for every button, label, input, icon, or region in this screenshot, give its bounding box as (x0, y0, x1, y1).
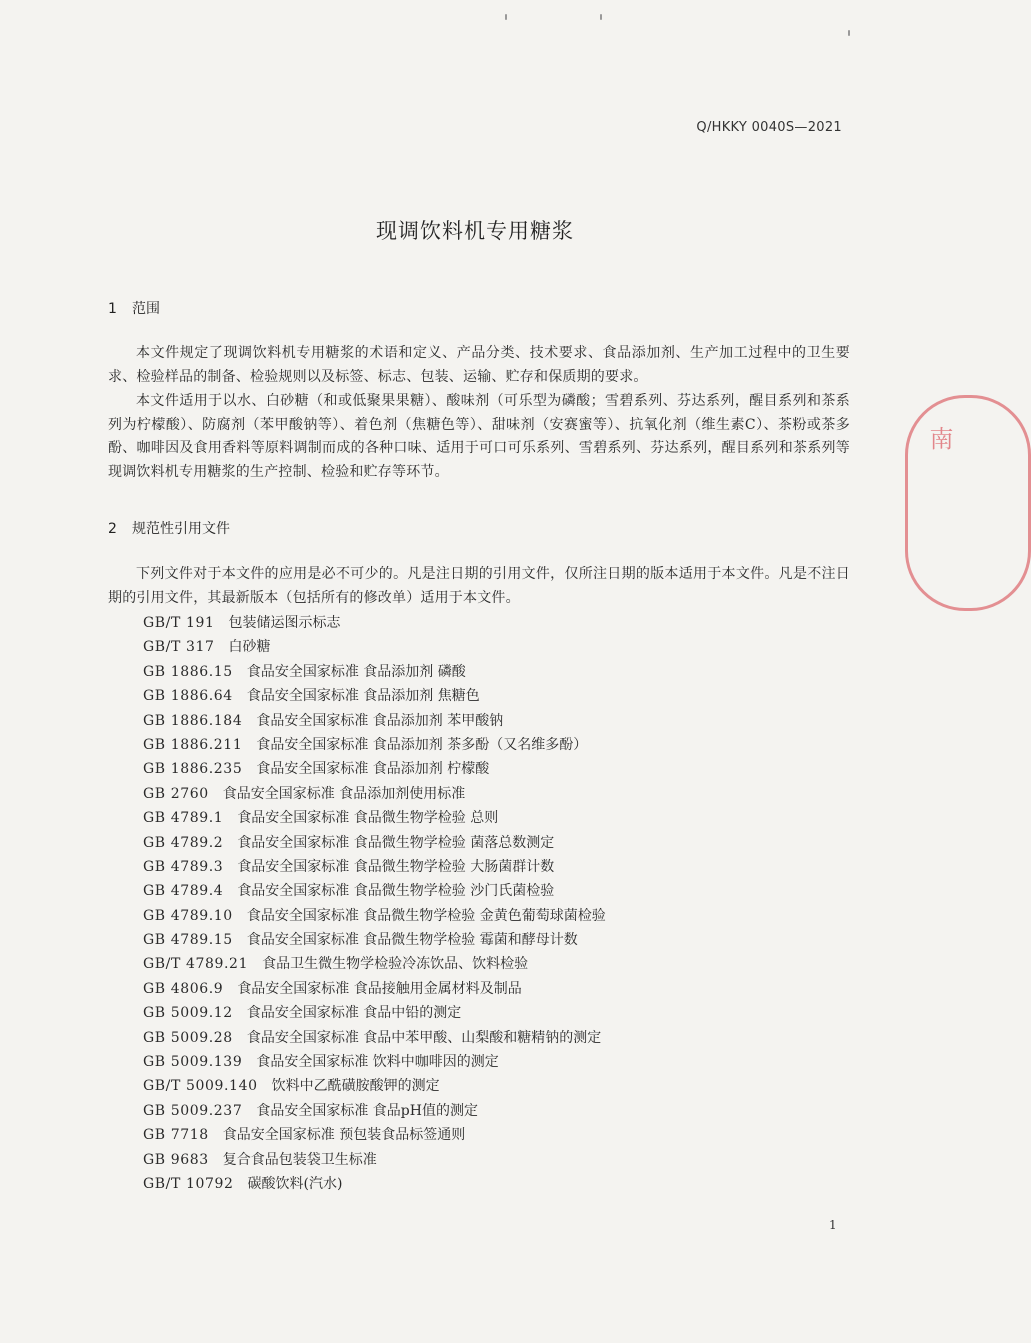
reference-title: 食品安全国家标准 食品微生物学检验 沙门氏菌检验 (237, 883, 555, 900)
reference-title: 食品安全国家标准 食品添加剂 磷酸 (246, 663, 466, 680)
reference-code: GB 5009.237 (143, 1102, 243, 1119)
reference-title: 食品安全国家标准 食品添加剂 茶多酚（又名维多酚） (256, 736, 588, 753)
reference-code: GB 4789.15 (143, 932, 233, 949)
reference-title: 食品安全国家标准 食品添加剂使用标准 (222, 785, 466, 802)
reference-title: 食品安全国家标准 食品微生物学检验 菌落总数测定 (237, 834, 555, 851)
reference-item (143, 1172, 606, 1196)
reference-code: GB 5009.28 (143, 1029, 233, 1046)
reference-item (143, 782, 606, 806)
reference-item (143, 855, 606, 879)
reference-item (143, 660, 606, 684)
reference-item (143, 1148, 606, 1172)
reference-title: 饮料中乙酰磺胺酸钾的测定 (271, 1078, 440, 1095)
reference-code: GB 4789.10 (143, 907, 233, 924)
reference-code: GB 9683 (143, 1151, 209, 1168)
scan-speck (848, 30, 850, 36)
reference-code: GB 1886.64 (143, 688, 233, 705)
reference-item (143, 733, 606, 757)
reference-list (143, 611, 606, 1196)
document-code: Q/HKKY 0040S—2021 (696, 120, 842, 135)
reference-code: GB 5009.12 (143, 1005, 233, 1022)
reference-code: GB 4789.1 (143, 810, 224, 827)
reference-item (143, 757, 606, 781)
reference-item (143, 904, 606, 928)
reference-code: GB 4806.9 (143, 980, 224, 997)
reference-code: GB 1886.15 (143, 663, 233, 680)
reference-code: GB 4789.2 (143, 834, 224, 851)
reference-item (143, 879, 606, 903)
scan-speck (600, 14, 602, 20)
reference-code: GB 4789.3 (143, 858, 224, 875)
reference-title: 食品安全国家标准 食品中铅的测定 (246, 1005, 462, 1022)
reference-item (143, 1026, 606, 1050)
reference-item (143, 1050, 606, 1074)
reference-title: 食品安全国家标准 食品中苯甲酸、山梨酸和糖精钠的测定 (246, 1029, 602, 1046)
reference-item (143, 684, 606, 708)
reference-code: GB 7718 (143, 1127, 209, 1144)
scope-paragraph-2: 本文件适用于以水、白砂糖（和或低聚果果糖）、酸味剂（可乐型为磷酸；雪碧系列、芬达系列，醒目系列和茶系列为柠檬酸）、防腐剂（苯甲酸钠等）、着色剂（焦糖色等）、甜味剂（安赛蜜等）、抗氧化剂（维生素C）、茶粉或茶多酚、咖啡因及食用香料等原料调制而成的各种口味、适用于可口可乐系列、雪碧系列、芬达系列，醒目系列和茶系列等现调饮料机专用糖浆的生产控制、检验和贮存等环节。 (108, 393, 850, 480)
reference-title: 复合食品包装袋卫生标准 (222, 1151, 377, 1168)
reference-title: 食品安全国家标准 食品添加剂 苯甲酸钠 (256, 712, 504, 729)
seal-text: 南 (925, 426, 953, 450)
reference-title: 白砂糖 (228, 639, 271, 656)
reference-item (143, 806, 606, 830)
reference-title: 碳酸饮料(汽水) (247, 1175, 343, 1192)
reference-code: GB 4789.4 (143, 883, 224, 900)
reference-item (143, 1123, 606, 1147)
section-2-heading (108, 518, 230, 538)
section-2-title: 规范性引用文件 (132, 521, 230, 537)
reference-title: 食品安全国家标准 食品pH值的测定 (256, 1102, 478, 1119)
reference-title: 食品安全国家标准 饮料中咖啡因的测定 (256, 1054, 499, 1071)
page-number: 1 (829, 1218, 837, 1232)
reference-item (143, 709, 606, 733)
reference-title: 包装储运图示标志 (228, 615, 341, 631)
reference-code: GB 1886.235 (143, 761, 243, 778)
section-1-title: 范围 (132, 301, 160, 317)
reference-title: 食品安全国家标准 食品微生物学检验 霉菌和酵母计数 (246, 932, 578, 949)
reference-title: 食品安全国家标准 食品微生物学检验 金黄色葡萄球菌检验 (246, 907, 606, 924)
reference-code: GB/T 10792 (143, 1175, 234, 1192)
reference-item (143, 1001, 606, 1025)
reference-code: GB 5009.139 (143, 1054, 243, 1071)
section-1-heading (108, 298, 160, 318)
reference-item (143, 1099, 606, 1123)
reference-code: GB 2760 (143, 785, 209, 802)
scope-paragraph-1: 本文件规定了现调饮料机专用糖浆的术语和定义、产品分类、技术要求、食品添加剂、生产加工过程中的卫生要求、检验样品的制备、检验规则以及标签、标志、包装、运输、贮存和保质期的要求。 (108, 345, 850, 385)
reference-title: 食品安全国家标准 食品添加剂 柠檬酸 (256, 761, 490, 778)
reference-code: GB/T 5009.140 (143, 1078, 258, 1095)
section-2-number: 2 (108, 521, 117, 537)
company-seal-stamp (905, 395, 1031, 611)
section-1-number: 1 (108, 301, 117, 317)
reference-item (143, 611, 606, 635)
scan-speck (505, 14, 507, 20)
reference-title: 食品卫生微生物学检验冷冻饮品、饮料检验 (262, 956, 529, 973)
reference-item (143, 977, 606, 1001)
document-title: 现调饮料机专用糖浆 (376, 219, 574, 243)
references-intro: 下列文件对于本文件的应用是必不可少的。凡是注日期的引用文件，仅所注日期的版本适用于本文件。凡是不注日期的引用文件，其最新版本（包括所有的修改单）适用于本文件。 (108, 566, 850, 606)
reference-item (143, 1074, 606, 1098)
reference-title: 食品安全国家标准 食品接触用金属材料及制品 (237, 980, 522, 997)
reference-code: GB 1886.184 (143, 712, 243, 729)
reference-item (143, 831, 606, 855)
reference-title: 食品安全国家标准 食品微生物学检验 大肠菌群计数 (237, 858, 555, 875)
reference-title: 食品安全国家标准 食品微生物学检验 总则 (237, 810, 499, 827)
reference-item (143, 928, 606, 952)
reference-title: 食品安全国家标准 预包装食品标签通则 (222, 1127, 466, 1144)
reference-item (143, 635, 606, 659)
reference-code: GB/T 4789.21 (143, 956, 249, 973)
reference-code: GB 1886.211 (143, 736, 243, 753)
reference-code: GB/T 191 (143, 615, 215, 631)
reference-code: GB/T 317 (143, 639, 215, 656)
reference-title: 食品安全国家标准 食品添加剂 焦糖色 (246, 688, 480, 705)
reference-item (143, 952, 606, 976)
